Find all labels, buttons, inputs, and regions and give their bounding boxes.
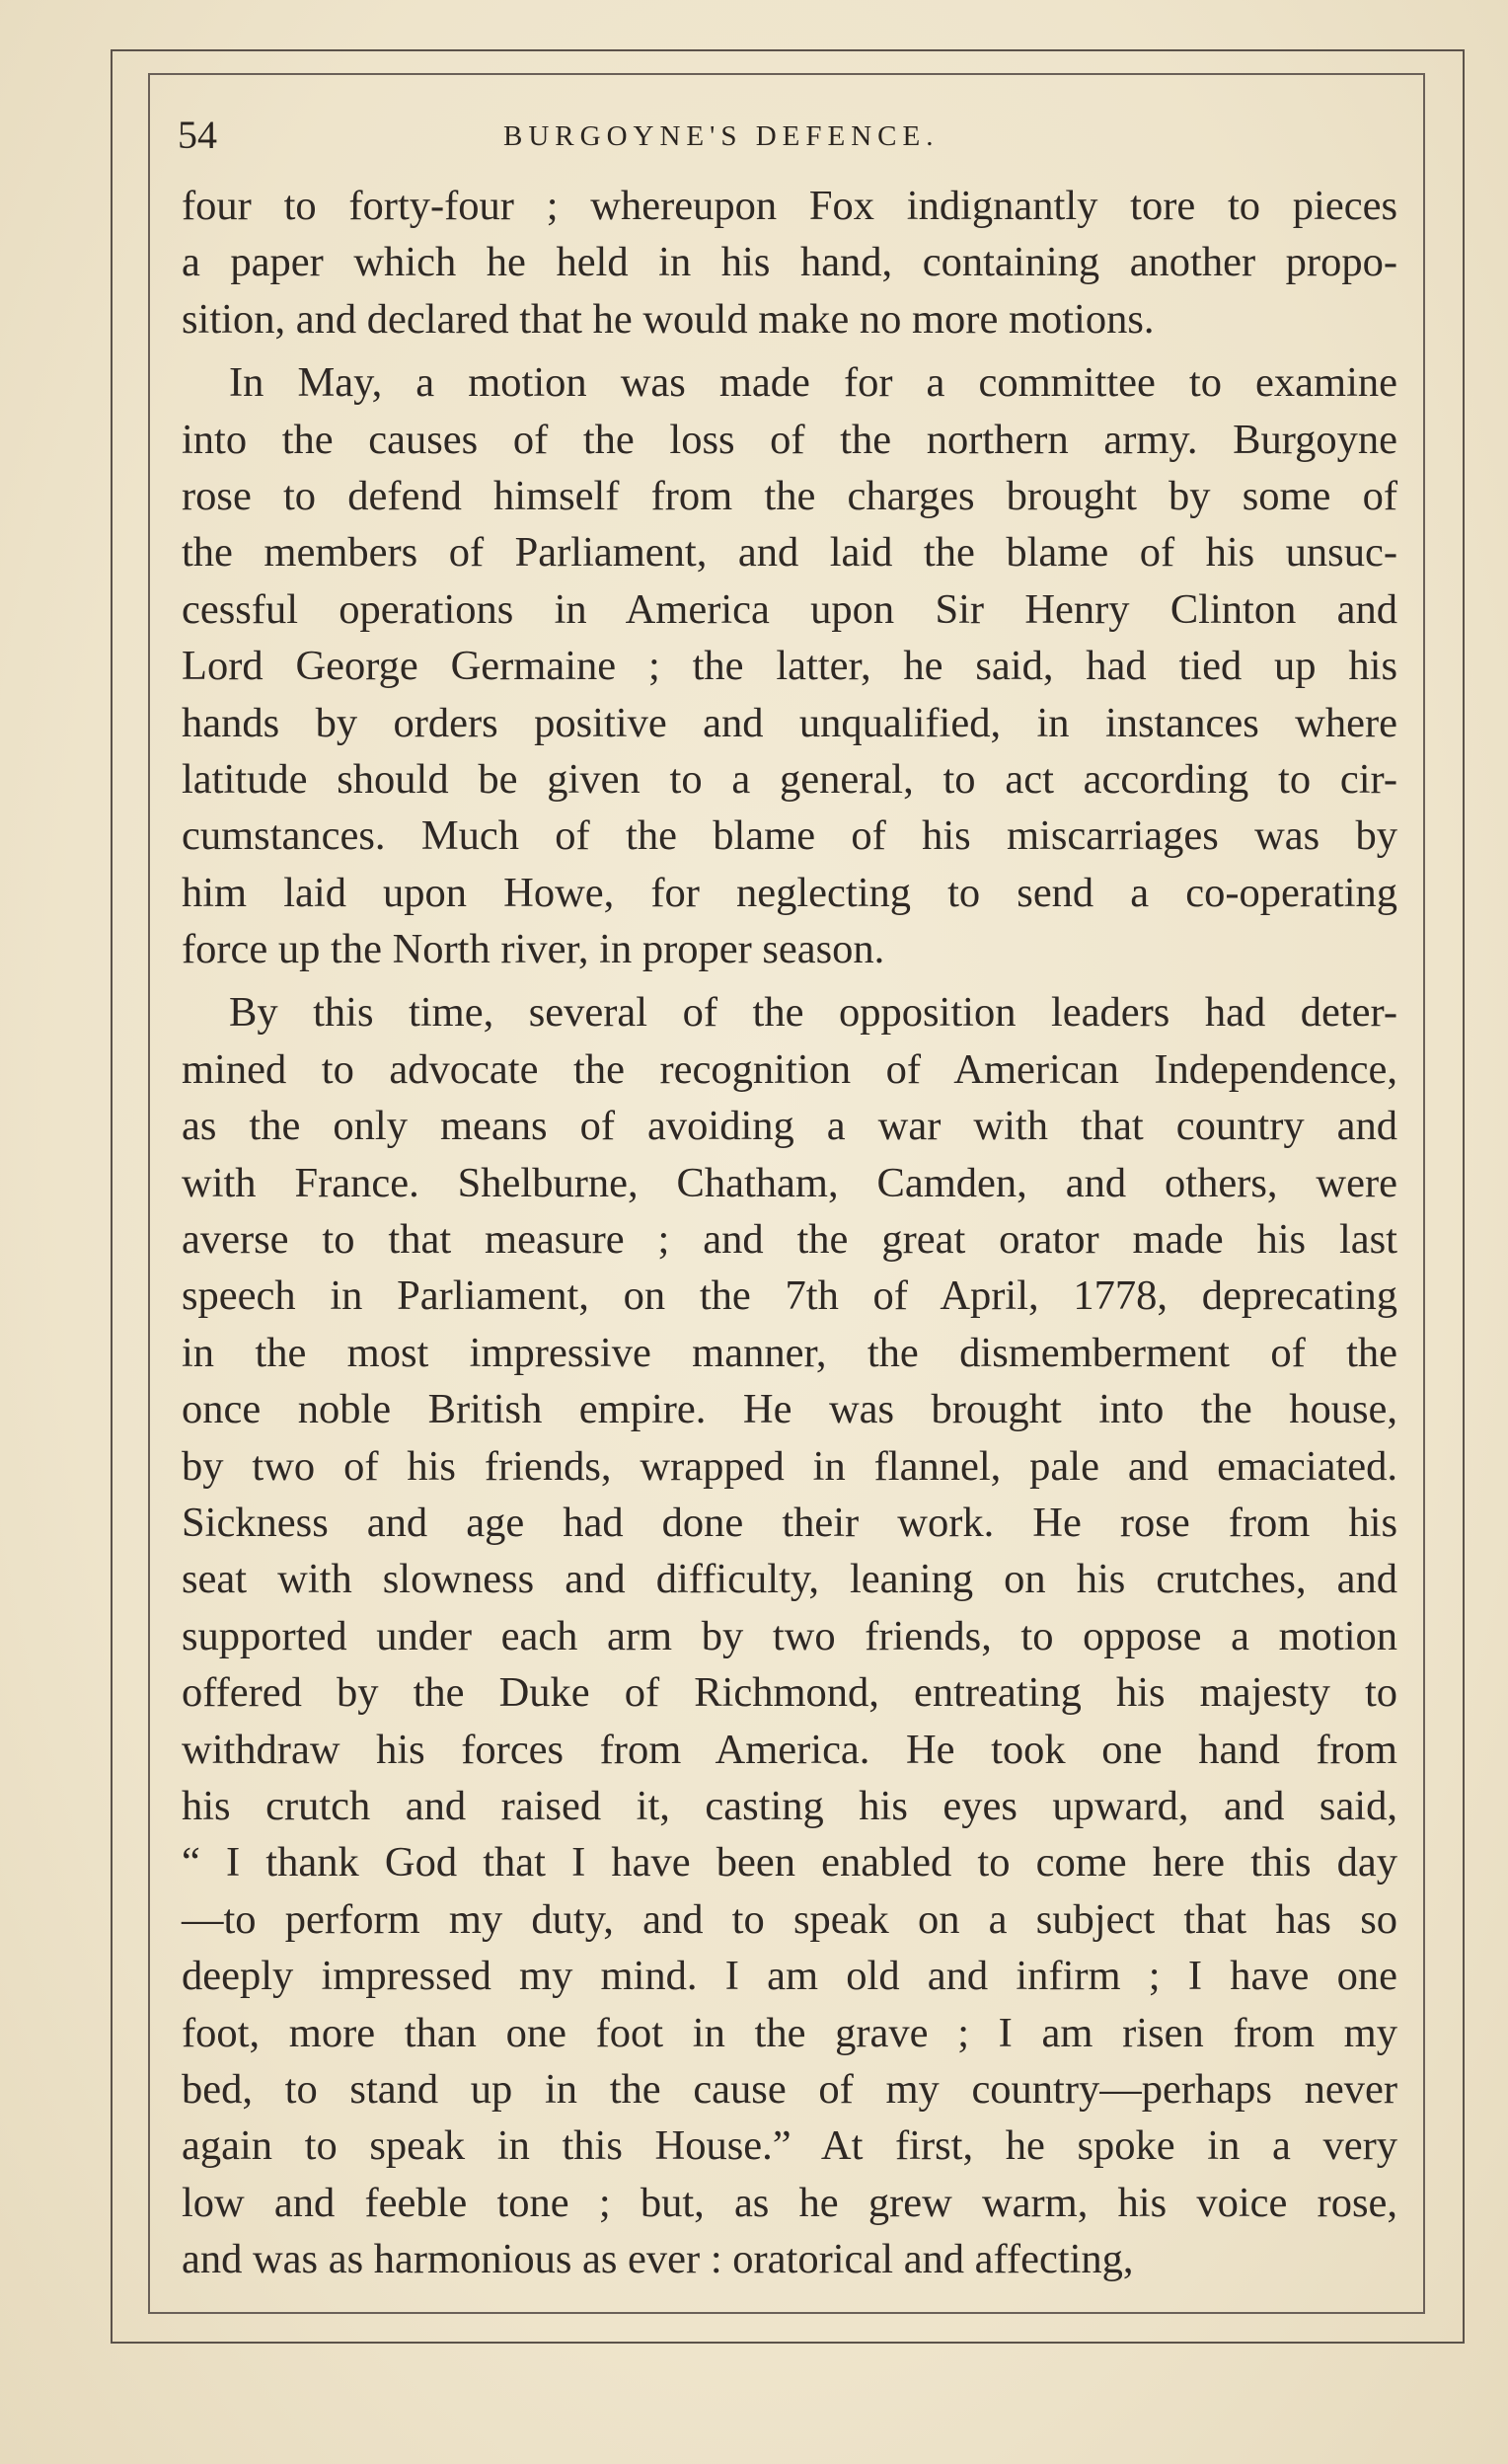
- text-line: hands by orders positive and unqualified, in instances where: [182, 699, 1397, 746]
- text-line: —to perform my duty, and to speak on a subject that has so: [182, 1895, 1397, 1943]
- text-line: sition, and declared that he would make no more motions.: [182, 295, 1155, 343]
- text-line: by two of his friends, wrapped in flannel, pale and emaciated.: [182, 1442, 1397, 1490]
- text-line: withdraw his forces from America. He took one hand from: [182, 1726, 1397, 1773]
- text-line: offered by the Duke of Richmond, entreating his majesty to: [182, 1669, 1397, 1717]
- body-text: [182, 178, 1397, 2287]
- text-line: and was as harmonious as ever : oratorical and affecting,: [182, 2236, 1134, 2283]
- text-line: four to forty-four ; whereupon Fox indignantly tore to pieces: [182, 183, 1397, 229]
- text-line: with France. Shelburne, Chatham, Camden, and others, were: [182, 1159, 1397, 1206]
- text-line: low and feeble tone ; but, as he grew warm, his voice rose,: [182, 2179, 1397, 2226]
- text-line: cessful operations in America upon Sir Henry Clinton and: [182, 585, 1397, 633]
- text-line: supported under each arm by two friends, to oppose a motion: [182, 1612, 1397, 1659]
- text-line: once noble British empire. He was brought into the house,: [182, 1386, 1397, 1433]
- text-line: the members of Parliament, and laid the blame of his unsuc-: [182, 529, 1397, 577]
- text-line: averse to that measure ; and the great orator made his last: [182, 1216, 1397, 1264]
- text-line: bed, to stand up in the cause of my country—perhaps never: [182, 2065, 1397, 2113]
- text-line: force up the North river, in proper season.: [182, 926, 885, 973]
- text-line: as the only means of avoiding a war with that country and: [182, 1103, 1397, 1150]
- text-line: speech in Parliament, on the 7th of April, 1778, deprecating: [182, 1272, 1397, 1320]
- text-line: into the causes of the loss of the northern army. Burgoyne: [182, 416, 1397, 463]
- text-line: Sickness and age had done their work. He rose from his: [182, 1499, 1397, 1546]
- text-line: “ I thank God that I have been enabled to come here this day: [182, 1839, 1397, 1886]
- page-number: 54: [178, 113, 217, 157]
- paragraph: [182, 178, 1397, 347]
- text-line: latitude should be given to a general, to act according to cir-: [182, 755, 1397, 803]
- text-line: By this time, several of the opposition leaders had deter-: [229, 989, 1397, 1037]
- running-head: [178, 111, 1401, 160]
- running-title: BURGOYNE'S DEFENCE.: [503, 120, 940, 152]
- text-line: cumstances. Much of the blame of his miscarriages was by: [182, 812, 1397, 860]
- text-line: deeply impressed my mind. I am old and infirm ; I have one: [182, 1953, 1397, 2000]
- text-line: rose to defend himself from the charges brought by some of: [182, 472, 1397, 519]
- text-line: his crutch and raised it, casting his eyes upward, and said,: [182, 1782, 1397, 1829]
- text-line: a paper which he held in his hand, containing another propo-: [182, 239, 1397, 286]
- paragraph: [182, 354, 1397, 977]
- text-line: him laid upon Howe, for neglecting to send a co-operating: [182, 869, 1397, 916]
- text-line: foot, more than one foot in the grave ; I am risen from my: [182, 2009, 1397, 2056]
- text-line: again to speak in this House.” At first, he spoke in a very: [182, 2122, 1397, 2170]
- text-line: seat with slowness and difficulty, leaning on his crutches, and: [182, 1556, 1397, 1603]
- text-line: mined to advocate the recognition of American Independence,: [182, 1045, 1397, 1093]
- paragraph: [182, 984, 1397, 2287]
- text-line: in the most impressive manner, the dismemberment of the: [182, 1329, 1397, 1376]
- text-line: In May, a motion was made for a committee to examine: [229, 359, 1397, 407]
- text-line: Lord George Germaine ; the latter, he said, had tied up his: [182, 643, 1397, 690]
